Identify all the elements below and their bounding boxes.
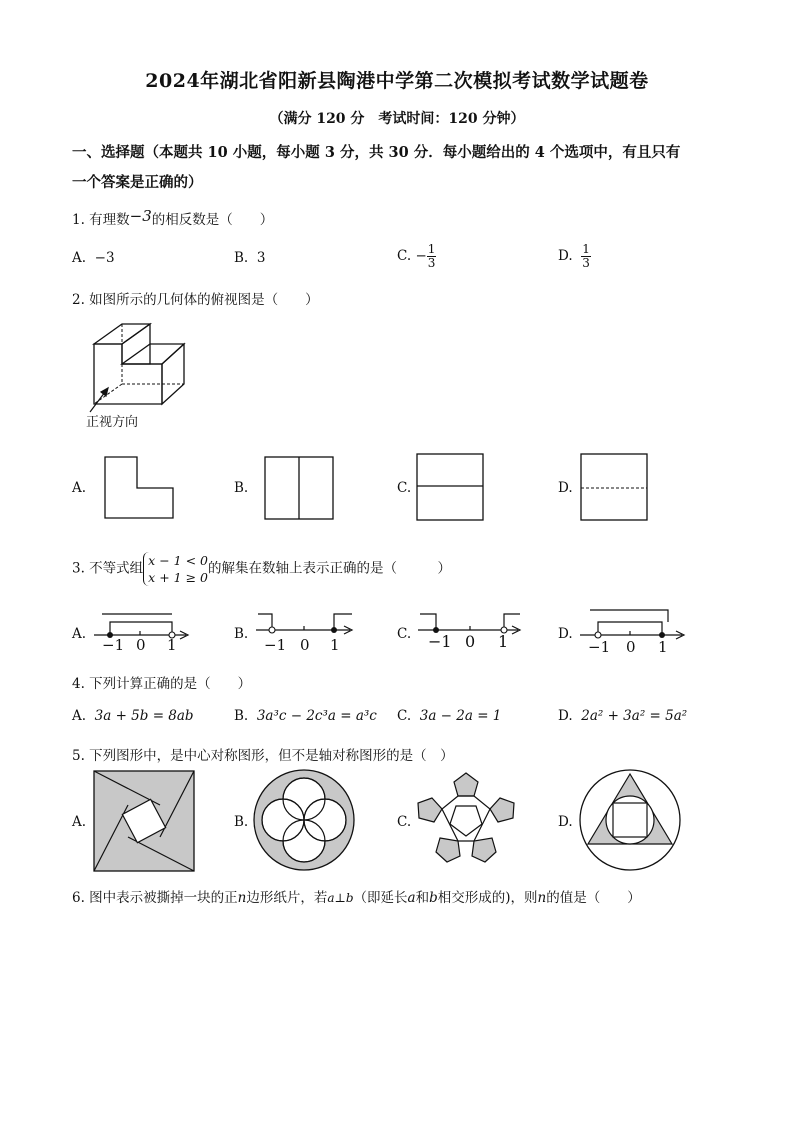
- q4-option-d-label: D.: [558, 708, 573, 724]
- q5-option-b-label[interactable]: B.: [234, 814, 249, 830]
- q6-var-a2: a: [407, 890, 416, 906]
- q3-b-tick-1: 1: [330, 636, 340, 654]
- q3-a-tick-0: 0: [136, 636, 146, 654]
- q3-option-c-label[interactable]: C.: [397, 626, 412, 642]
- q1-option-d-fraction: [581, 243, 591, 270]
- question-3-prefix: 3. 不等式组: [72, 560, 144, 577]
- question-4: 4. 下列计算正确的是（ ）: [72, 676, 252, 692]
- q1-option-d-label: D.: [558, 248, 573, 264]
- q6-text-1: 边形纸片，若: [246, 890, 328, 906]
- q2-option-c-figure[interactable]: [416, 453, 484, 521]
- q4-option-b-text: 3a³c − 2c³a = a³c: [256, 708, 377, 724]
- q1-option-b[interactable]: [234, 250, 265, 266]
- q1-option-a-label: A.: [72, 250, 87, 266]
- question-3: [72, 552, 451, 586]
- q1-option-c-num: 1: [427, 242, 436, 256]
- q4-option-a-text: 3a + 5b = 8ab: [94, 708, 194, 724]
- q2-option-a-figure[interactable]: [104, 456, 174, 520]
- q5-option-d-figure[interactable]: [578, 768, 682, 872]
- question-1-prefix: 1. 有理数: [72, 212, 130, 228]
- q2-option-b-figure[interactable]: [264, 456, 334, 520]
- q6-text-3: 相交形成的)，则: [437, 890, 538, 906]
- q1-option-b-text: 3: [256, 250, 266, 266]
- q4-option-b-label: B.: [234, 708, 249, 724]
- page-title: 2024年湖北省阳新县陶港中学第二次模拟考试数学试题卷: [145, 70, 649, 92]
- q3-b-tick-neg1: −1: [264, 636, 287, 654]
- q6-text-2: （即延长: [353, 890, 408, 906]
- q2-option-d-figure[interactable]: [580, 453, 648, 521]
- q5-option-c-figure[interactable]: [414, 770, 518, 870]
- q3-d-tick-neg1: −1: [588, 638, 611, 656]
- q5-option-a-figure[interactable]: [93, 770, 195, 872]
- page-subtitle: （满分 120 分 考试时间：120 分钟）: [269, 111, 525, 127]
- q6-text-and: 和: [415, 890, 430, 906]
- question-5: 5. 下列图形中，是中心对称图形，但不是轴对称图形的是（ ）: [72, 748, 454, 764]
- q2-option-c-label[interactable]: C.: [397, 480, 412, 496]
- question-1-number: −3: [129, 207, 152, 225]
- q1-option-c[interactable]: [397, 243, 436, 270]
- section-heading-line1: 一、选择题（本题共 10 小题，每小题 3 分，共 30 分．每小题给出的 4 个选项中，有且只有: [72, 144, 681, 161]
- q3-d-tick-0: 0: [626, 638, 636, 656]
- inequality-system: [143, 552, 208, 586]
- q5-option-c-label[interactable]: C.: [397, 814, 412, 830]
- view-direction-caption: 正视方向: [86, 415, 139, 430]
- q6-var-n2: n: [537, 890, 547, 906]
- q3-c-tick-1: 1: [498, 632, 509, 651]
- q1-option-a-text: −3: [94, 250, 115, 266]
- q5-option-b-figure[interactable]: [252, 768, 356, 872]
- section-heading-line2: 一个答案是正确的）: [72, 174, 203, 191]
- q4-option-d[interactable]: [558, 708, 687, 724]
- q6-var-b2: b: [429, 890, 438, 906]
- q3-d-tick-1: 1: [658, 638, 668, 656]
- q3-option-a-label[interactable]: A.: [72, 626, 87, 642]
- q3-b-tick-0: 0: [300, 636, 310, 654]
- q3-c-tick-neg1: −1: [428, 632, 452, 651]
- q1-option-b-label: B.: [234, 250, 249, 266]
- q3-c-tick-0: 0: [465, 632, 476, 651]
- q1-option-c-fraction: [427, 243, 437, 270]
- question-6-prefix: 6. 图中表示被撕掉一块的正: [72, 890, 238, 906]
- q1-option-a[interactable]: [72, 250, 115, 266]
- q1-option-c-den: 3: [427, 256, 436, 270]
- q4-option-d-text: 2a² + 3a² = 5a²: [581, 708, 688, 724]
- section-heading: [72, 138, 732, 198]
- q3-a-tick-neg1: −1: [102, 636, 125, 654]
- question-2: 2. 如图所示的几何体的俯视图是（ ）: [72, 292, 319, 308]
- q3-a-tick-1: 1: [167, 636, 177, 654]
- q1-option-c-label: C.: [397, 248, 412, 264]
- q6-perp-symbol: ⊥: [334, 891, 346, 905]
- q5-option-a-label[interactable]: A.: [72, 814, 87, 830]
- question-6-suffix: 的值是（ ）: [546, 890, 641, 906]
- question-1-suffix: 的相反数是（ ）: [151, 212, 274, 228]
- q1-option-d[interactable]: [558, 243, 591, 270]
- q4-option-c-label: C.: [397, 708, 412, 724]
- inequality-2: x + 1 ≥ 0: [148, 570, 208, 585]
- q6-var-a: a: [327, 891, 335, 905]
- question-6: [72, 886, 641, 906]
- q4-option-c[interactable]: [397, 708, 501, 724]
- q4-option-a-label: A.: [72, 708, 87, 724]
- q4-option-c-text: 3a − 2a = 1: [419, 708, 502, 724]
- q1-option-c-sign: −: [415, 248, 427, 264]
- inequality-1: x − 1 < 0: [148, 553, 208, 568]
- q1-option-d-num: 1: [582, 242, 590, 256]
- q3-option-b-label[interactable]: B.: [234, 626, 249, 642]
- q6-var-n: n: [237, 890, 247, 906]
- q6-var-b: b: [345, 891, 354, 905]
- q2-option-d-label[interactable]: D.: [558, 480, 573, 496]
- q4-option-a[interactable]: [72, 708, 194, 724]
- q3-option-d-label[interactable]: D.: [558, 626, 573, 642]
- q1-option-d-den: 3: [582, 256, 590, 270]
- q2-option-a-label[interactable]: A.: [72, 480, 87, 496]
- question-3-suffix: 的解集在数轴上表示正确的是（ ）: [207, 560, 451, 577]
- q5-option-d-label[interactable]: D.: [558, 814, 573, 830]
- q2-option-b-label[interactable]: B.: [234, 480, 249, 496]
- question-1: [72, 208, 273, 228]
- solid-figure: [84, 322, 194, 414]
- q4-option-b[interactable]: [234, 708, 377, 724]
